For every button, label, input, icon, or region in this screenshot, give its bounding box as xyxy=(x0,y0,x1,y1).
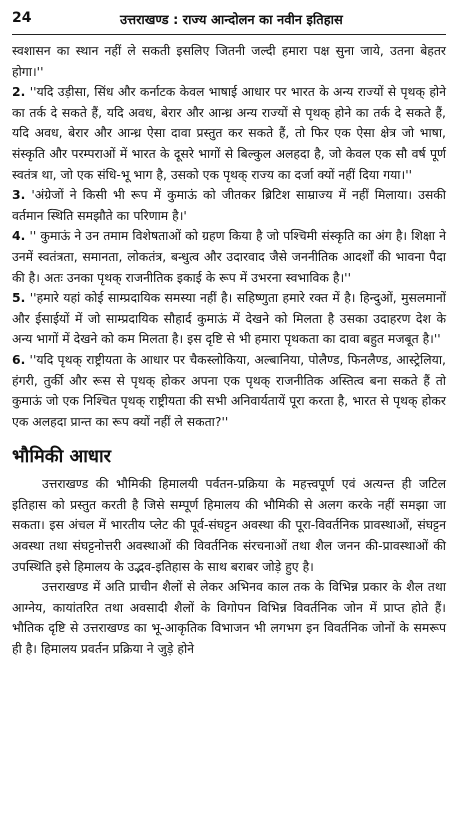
paragraph-text: ''यदि उड़ीसा, सिंध और कर्नाटक केवल भाषाई आधार पर भारत के अन्य राज्यों से पृथक् होने का तर्क दे सकते हैं, यदि अवध, बेरार और आन्ध्र अन्य राज्यों से पृथक् होने का तर्क दे सकते हैं, यदि अवध, बेरार और आन्ध्र ऐसा दावा प्रस्तुत कर सकते हैं, तो फिर एक ऐसा क्षेत्र जो भाषा, संस्कृति और परम्पराओं में भारत के दूसरे भागों से बिल्कुल अलहदा है, जो केवल एक सौ वर्ष पूर्ण स्वतंत्र था, जो एक संधि-भू भाग है, उसको एक पृथक् राज्य का दर्जा क्यों नहीं दिया गया।'' xyxy=(12,84,446,182)
page-number: 24 xyxy=(12,10,32,26)
paragraph-text: ''यदि पृथक् राष्ट्रीयता के आधार पर चैकस्लोकिया, अल्बानिया, पोलैण्ड, फिनलैण्ड, आस्ट्रेलिया, हंगरी, तुर्की और रूस से पृथक् होकर अपना एक पृथक् राजनीतिक अस्तित्व बना सकते हैं तो कुमाऊं जो एक निश्चित पृथक् राष्ट्रीयता की सभी अनिवार्यतायें पूरा करता है, भारत से पृथक् होकर एक अलहदा प्रान्त का रूप क्यों नहीं ले सकता?'' xyxy=(12,351,446,429)
paragraph-text: स्वशासन का स्थान नहीं ले सकती इसलिए जितनी जल्दी हमारा पक्ष सुना जाये, उतना बेहतर होगा।'' xyxy=(12,43,446,79)
page-header xyxy=(12,10,446,30)
numbered-paragraph xyxy=(12,288,446,350)
numbered-paragraph xyxy=(12,185,446,226)
paragraph-number: 4. xyxy=(12,228,26,244)
numbered-paragraph xyxy=(12,350,446,432)
numbered-paragraph xyxy=(12,82,446,185)
running-title: उत्तराखण्ड : राज्य आन्दोलन का नवीन इतिहास xyxy=(120,13,343,28)
section-paragraph: उत्तराखण्ड की भौमिकी हिमालयी पर्वतन-प्रक्रिया के महत्त्वपूर्ण एवं अत्यन्त ही जटिल इतिहास को प्रस्तुत करती है जिसे सम्पूर्ण हिमालय की भौमिकी से अलग करके नहीं समझा जा सकता। इस अंचल में भारतीय प्लेट की पूर्व-संघट्टन अवस्था की पूरा-विवर्तनिक प्रावस्थाओं, संघट्टन अवस्था तथा संघट्टनोत्तरी अवस्थाओं की विवर्तनिक संरचनाओं तथा शैल जनन की-प्रावस्थाओं की उपस्थिति इसे हिमालय के उद्भव-इतिहास के साथ बराबर जोड़े हुए है। xyxy=(12,476,446,574)
paragraph-number: 3. xyxy=(12,187,26,203)
paragraph-number: 6. xyxy=(12,351,26,367)
paragraph-text: 'अंग्रेजों ने किसी भी रूप में कुमाऊं को जीतकर ब्रिटिश साम्राज्य में नहीं मिलाया। उसकी वर्तमान स्थिति समझौते का परिणाम है।' xyxy=(12,187,446,223)
section-paragraph: उत्तराखण्ड में अति प्राचीन शैलों से लेकर अभिनव काल तक के विभिन्न प्रकार के शैल तथा आग्नेय, कायांतरित तथा अवसादी शैलों के विगोपन विभिन्न विवर्तनिक जोन में प्राप्त होते हैं। भौतिक दृष्टि से उत्तराखण्ड का भू-आकृतिक विभाजन भी लगभग इन विवर्तनिक जोनों के समरूप ही है। हिमालय प्रवर्तन प्रक्रिया ने जुड़े होने xyxy=(12,579,446,657)
body-text xyxy=(12,41,446,660)
spacer xyxy=(12,432,446,442)
paragraph-text: ''हमारे यहां कोई साम्प्रदायिक समस्या नहीं है। सहिष्णुता हमारे रक्त में है। हिन्दुओं, मुसलमानों और ईसाईयों में जो साम्प्रदायिक सौहार्द कुमाऊं में देखने को मिलता है उसका उदाहरण देश के अन्य भागों में देखने को कम मिलता है। इस दृष्टि से भी हमारा पृथकता का दावा बहुत मजबूत है।'' xyxy=(12,290,446,347)
paragraph-text: '' कुमाऊं ने उन तमाम विशेषताओं को ग्रहण किया है जो पश्चिमी संस्कृति का अंग है। शिक्षा ने उनमें स्वतंत्रता, समानता, लोकतंत्र, बन्धुत्व और उदारवाद जैसे जननीतिक आदर्शों की भावना पैदा की है। अतः उनका पृथक् राजनीतिक इकाई के रूप में उभरना स्वभाविक है।'' xyxy=(12,228,446,285)
numbered-paragraph xyxy=(12,226,446,288)
paragraph-number: 5. xyxy=(12,290,26,306)
header-rule xyxy=(12,34,446,35)
paragraph-number: 2. xyxy=(12,84,26,100)
paragraph-continuation xyxy=(12,41,446,82)
section-heading: भौमिकी आधार xyxy=(12,446,111,468)
